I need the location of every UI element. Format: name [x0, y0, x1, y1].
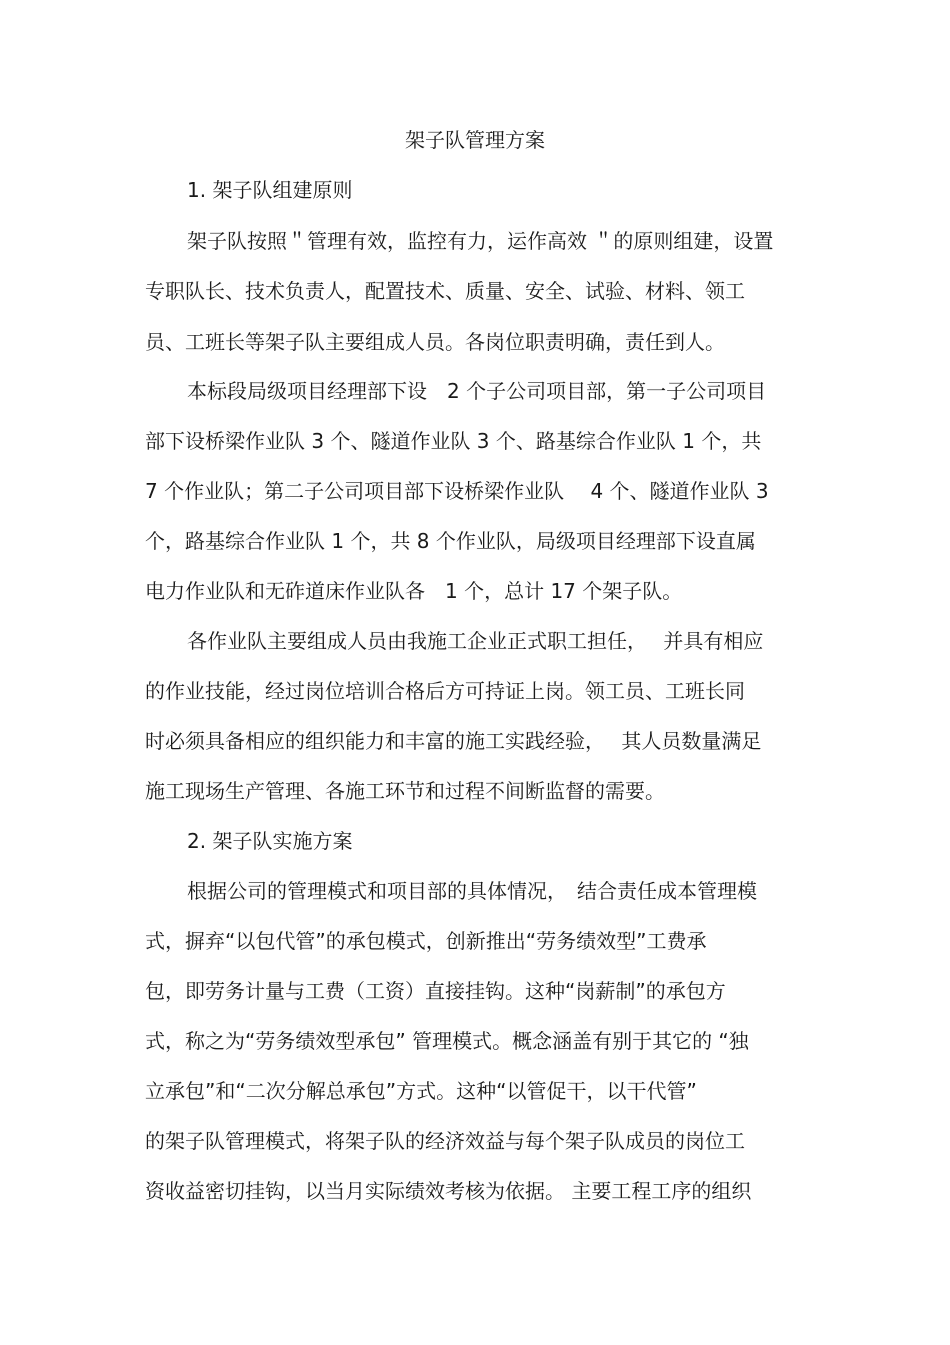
paragraph-3-line-1: 各作业队主要组成人员由我施工企业正式职工担任， 并具有相应 — [187, 629, 764, 653]
paragraph-3-line-4: 施工现场生产管理、各施工环节和过程不间断监督的需要。 — [145, 779, 665, 803]
paragraph-2-line-4: 个，路基综合作业队 1 个，共 8 个作业队，局级项目经理部下设直属 — [145, 529, 756, 553]
paragraph-4-line-3: 包，即劳务计量与工费（工资）直接挂钩。这种“岗薪制”的承包方 — [145, 979, 726, 1003]
paragraph-4-line-1: 根据公司的管理模式和项目部的具体情况， 结合责任成本管理模 — [187, 879, 757, 903]
paragraph-3-line-3: 时必须具备相应的组织能力和丰富的施工实践经验， 其人员数量满足 — [145, 729, 762, 753]
paragraph-4-line-4: 式，称之为“劳务绩效型承包” 管理模式。概念涵盖有别于其它的 “独 — [145, 1029, 749, 1053]
paragraph-2-line-5: 电力作业队和无砟道床作业队各 1 个，总计 17 个架子队。 — [145, 579, 683, 603]
document-title: 架子队管理方案 — [405, 128, 545, 152]
paragraph-4-line-5: 立承包”和“二次分解总承包”方式。这种“以管促干，以干代管” — [145, 1079, 697, 1103]
paragraph-1-line-3: 员、工班长等架子队主要组成人员。各岗位职责明确，责任到人。 — [145, 330, 725, 354]
paragraph-1-line-1: 架子队按照＂管理有效，监控有力，运作高效 ＂的原则组建，设置 — [187, 229, 774, 253]
paragraph-3-line-2: 的作业技能，经过岗位培训合格后方可持证上岗。领工员、工班长同 — [145, 679, 745, 703]
section-heading-2: 2. 架子队实施方案 — [187, 829, 353, 853]
paragraph-1-line-2: 专职队长、技术负责人，配置技术、质量、安全、试验、材料、领工 — [145, 279, 745, 303]
paragraph-2-line-1: 本标段局级项目经理部下设 2 个子公司项目部，第一子公司项目 — [187, 379, 767, 403]
section-heading-1: 1. 架子队组建原则 — [187, 178, 353, 202]
paragraph-2-line-2: 部下设桥梁作业队 3 个、隧道作业队 3 个、路基综合作业队 1 个，共 — [145, 429, 762, 453]
paragraph-4-line-6: 的架子队管理模式，将架子队的经济效益与每个架子队成员的岗位工 — [145, 1129, 745, 1153]
paragraph-2-line-3: 7 个作业队；第二子公司项目部下设桥梁作业队 4 个、隧道作业队 3 — [145, 479, 769, 503]
paragraph-4-line-2: 式，摒弃“以包代管”的承包模式，创新推出“劳务绩效型”工费承 — [145, 929, 707, 953]
paragraph-4-line-7: 资收益密切挂钩，以当月实际绩效考核为依据。 主要工程工序的组织 — [145, 1179, 752, 1203]
